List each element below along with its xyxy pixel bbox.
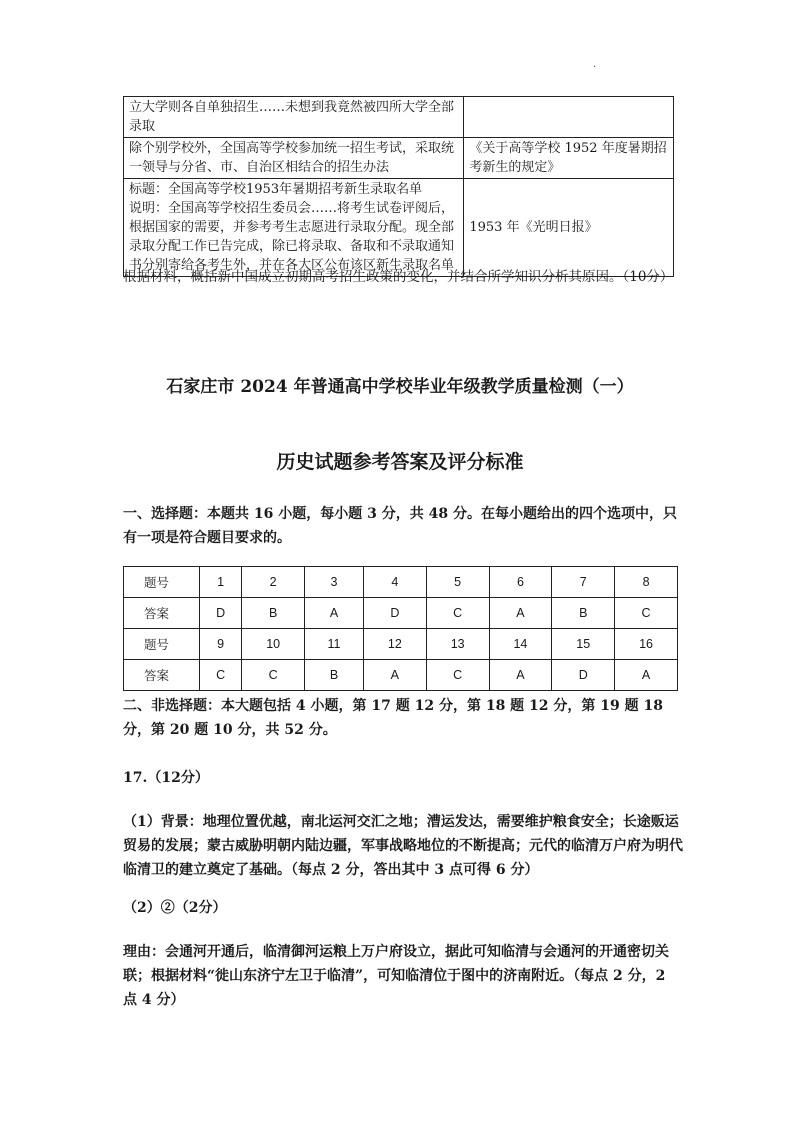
material-cell: 标题：全国高等学校1953年暑期招考新生录取名单 说明：全国高等学校招生委员会……将考生试卷评阅后，根据国家的需要，并参考考生志愿进行录取分配。现全部录取分配工作已告完成，除已将录取、备取和不录取通知书分别寄给各考生外，并在各大区公布该区新生录取名单 xyxy=(124,179,464,277)
table-row xyxy=(124,179,674,277)
question-number: 5 xyxy=(426,567,489,598)
question-number: 8 xyxy=(615,567,678,598)
answer-cell: C xyxy=(426,598,489,629)
page-title: 石家庄市 2024 年普通高中学校毕业年级教学质量检测（一） xyxy=(166,377,634,397)
row-label: 答案 xyxy=(124,660,200,691)
question-17-title: 17.（12分） xyxy=(123,770,209,786)
answer-cell: D xyxy=(552,660,615,691)
question-number: 14 xyxy=(489,629,552,660)
question-number: 4 xyxy=(363,567,426,598)
question-17-part2: （2）②（2分） xyxy=(123,900,227,916)
page-subtitle: 历史试题参考答案及评分标准 xyxy=(276,451,524,473)
answer-cell: B xyxy=(305,660,364,691)
question-17-part1: （1）背景：地理位置优越，南北运河交汇之地；漕运发达，需要维护粮食安全；长途贩运贸易的发展；蒙古威胁明朝内陆边疆，军事战略地位的不断提高；元代的临清万户府为明代临清卫的建立奠定了基础。（每点 2 分，答出其中 3 点可得 6 分） xyxy=(123,814,683,878)
question-text: 根据材料，概括新中国成立初期高考招生政策的变化，并结合所学知识分析其原因。（10分） xyxy=(123,269,674,285)
question-number: 3 xyxy=(305,567,364,598)
table-row xyxy=(124,598,678,629)
question-17-reason: 理由：会通河开通后，临清御河运粮上万户府设立，据此可知临清与会通河的开通密切关联；根据材料“徙山东济宁左卫于临清”，可知临清位于图中的济南附近。（每点 2 分，2 点 4 分） xyxy=(123,944,669,1008)
row-label: 题号 xyxy=(124,629,200,660)
question-number: 15 xyxy=(552,629,615,660)
source-cell: 1953 年《光明日报》 xyxy=(464,179,674,277)
question-number: 1 xyxy=(200,567,242,598)
answer-cell: C xyxy=(426,660,489,691)
table-row xyxy=(124,97,674,138)
row-label: 题号 xyxy=(124,567,200,598)
answer-cell: A xyxy=(305,598,364,629)
answer-cell: D xyxy=(200,598,242,629)
question-number: 12 xyxy=(363,629,426,660)
table-row xyxy=(124,660,678,691)
answer-cell: C xyxy=(242,660,305,691)
answer-cell: A xyxy=(363,660,426,691)
answer-cell: B xyxy=(552,598,615,629)
page-dot: · xyxy=(593,62,597,73)
question-number: 16 xyxy=(615,629,678,660)
table-row xyxy=(124,567,678,598)
question-number: 7 xyxy=(552,567,615,598)
material-table xyxy=(123,96,674,277)
question-number: 2 xyxy=(242,567,305,598)
question-number: 11 xyxy=(305,629,364,660)
answer-cell: C xyxy=(615,598,678,629)
source-cell: 《关于高等学校 1952 年度暑期招考新生的规定》 xyxy=(464,138,674,179)
section-heading-choice: 一、选择题：本题共 16 小题，每小题 3 分，共 48 分。在每小题给出的四个选项中，只有一项是符合题目要求的。 xyxy=(123,506,677,546)
section-heading-open: 二、非选择题：本大题包括 4 小题，第 17 题 12 分，第 18 题 12 分，第 19 题 18 分，第 20 题 10 分，共 52 分。 xyxy=(123,698,663,738)
question-number: 6 xyxy=(489,567,552,598)
answer-cell: C xyxy=(200,660,242,691)
source-cell xyxy=(464,97,674,138)
table-row xyxy=(124,629,678,660)
question-number: 13 xyxy=(426,629,489,660)
material-cell: 立大学则各自单独招生……未想到我竟然被四所大学全部录取 xyxy=(124,97,464,138)
material-cell: 除个别学校外，全国高等学校参加统一招生考试，采取统一领导与分省、市、自治区相结合的招生办法 xyxy=(124,138,464,179)
question-number: 9 xyxy=(200,629,242,660)
answer-cell: D xyxy=(363,598,426,629)
question-number: 10 xyxy=(242,629,305,660)
answer-table xyxy=(123,566,678,691)
row-label: 答案 xyxy=(124,598,200,629)
answer-cell: B xyxy=(242,598,305,629)
answer-cell: A xyxy=(489,598,552,629)
table-row xyxy=(124,138,674,179)
answer-cell: A xyxy=(615,660,678,691)
answer-cell: A xyxy=(489,660,552,691)
